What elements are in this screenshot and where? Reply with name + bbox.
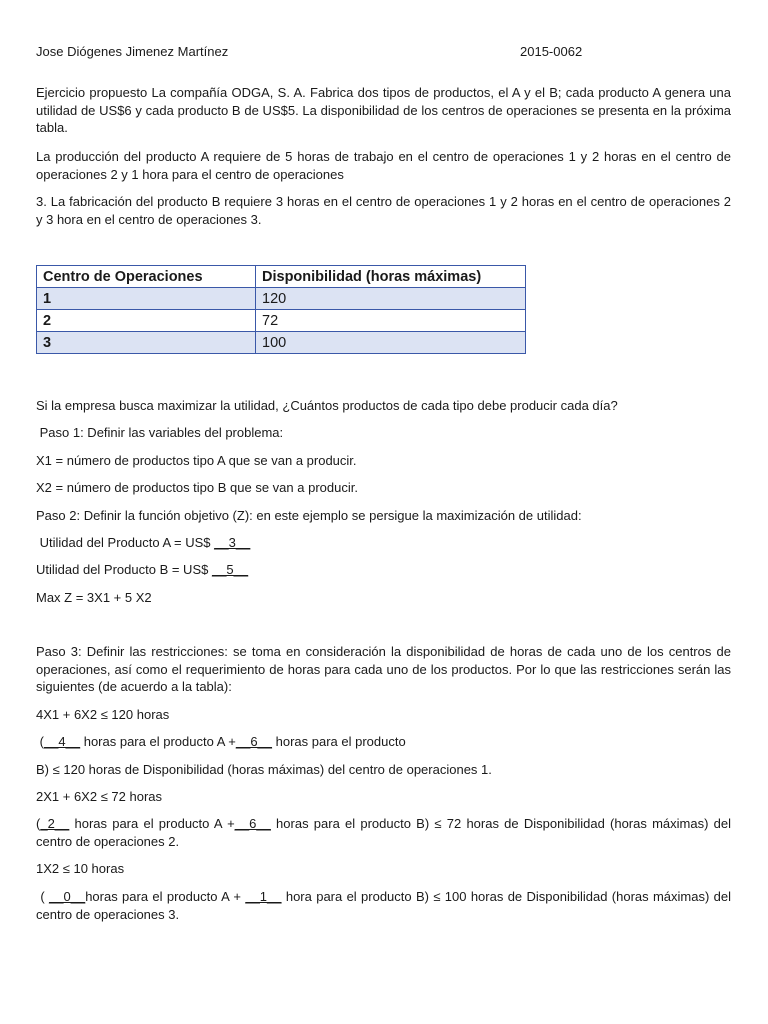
restriction-1-value-a: __4__: [43, 734, 81, 749]
table-cell-centro: 3: [37, 332, 256, 354]
restriction-1-value-b: __6__: [235, 734, 273, 749]
restriction-3-detail: ( __0__horas para el producto A + __1__ hora para el producto B) ≤ 100 horas de Disponibilidad (horas máximas) del centro de operaciones 3.: [36, 889, 732, 922]
restriction-2-equation: 2X1 + 6X2 ≤ 72 horas: [36, 789, 163, 804]
restriction-2-value-b: __6__: [234, 816, 271, 831]
restriction-1-detail: (__4__ horas para el producto A +__6__ horas para el producto: [36, 734, 406, 749]
restriction-1-continuation: B) ≤ 120 horas de Disponibilidad (horas máximas) del centro de operaciones 1.: [36, 762, 492, 777]
restriction-3-equation: 1X2 ≤ 10 horas: [36, 861, 125, 876]
intro-paragraph-3: 3. La fabricación del producto B requiere 3 horas en el centro de operaciones 1 y 2 horas en el centro de operaciones 2 y 3 hora en el centro de operaciones 3.: [36, 194, 731, 227]
intro-paragraph-2: La producción del producto A requiere de 5 horas de trabajo en el centro de operaciones 1 y 2 horas en el centro de operaciones 2 y 1 hora para el centro de operaciones: [36, 149, 731, 182]
utilidad-b-line: [36, 561, 731, 579]
paso3-paragraph: Paso 3: Definir las restricciones: se toma en consideración la disponibilidad de horas de cada uno de los centros de operaciones, así como el requerimiento de horas para cada uno de los productos. Por lo que las restricciones serán las siguientes (de acuerdo a la tabla):: [36, 644, 731, 694]
document-header: [36, 44, 731, 62]
table-header-row: [37, 266, 526, 288]
objective-function: Max Z = 3X1 + 5 X2: [36, 590, 152, 605]
student-id: 2015-0062: [520, 44, 583, 59]
restriction-1-equation: 4X1 + 6X2 ≤ 120 horas: [36, 707, 170, 722]
variable-x2: X2 = número de productos tipo B que se van a producir.: [36, 480, 358, 495]
utilidad-a-value: __3__: [214, 535, 251, 550]
table-cell-horas: 120: [256, 288, 526, 310]
intro-paragraph-1: Ejercicio propuesto La compañía ODGA, S. A. Fabrica dos tipos de productos, el A y el B; cada producto A genera una utilidad de US$6 y cada producto B de US$5. La disponibilidad de los centros de operaciones se presenta en la próxima tabla.: [36, 85, 731, 135]
table-row: [37, 310, 526, 332]
table-header-disponibilidad: Disponibilidad (horas máximas): [256, 266, 526, 288]
table-cell-centro: 2: [37, 310, 256, 332]
table-cell-horas: 72: [256, 310, 526, 332]
restriction-2-value-a: _2__: [40, 816, 70, 831]
restriction-3-value-a: __0__: [49, 889, 86, 904]
restriction-2-detail: (_2__ horas para el producto A +__6__ horas para el producto B) ≤ 72 horas de Disponibilidad (horas máximas) del centro de operaciones 2.: [36, 816, 731, 849]
table-cell-horas: 100: [256, 332, 526, 354]
utilidad-a-line: [36, 534, 731, 552]
variable-x1: X1 = número de productos tipo A que se van a producir.: [36, 453, 357, 468]
table-row: [37, 332, 526, 354]
table-cell-centro: 1: [37, 288, 256, 310]
paso2-heading: Paso 2: Definir la función objetivo (Z): en este ejemplo se persigue la maximización de utilidad:: [36, 508, 582, 523]
table-header-centro: Centro de Operaciones: [37, 266, 256, 288]
utilidad-a-label: Utilidad del Producto A = US$: [36, 535, 215, 550]
paso1-heading: Paso 1: Definir las variables del problema:: [36, 425, 284, 440]
utilidad-b-value: __5__: [211, 562, 249, 577]
restriction-3-value-b: __1__: [245, 889, 282, 904]
question-text: Si la empresa busca maximizar la utilidad, ¿Cuántos productos de cada tipo debe producir cada día?: [36, 398, 618, 413]
table-row: [37, 288, 526, 310]
utilidad-b-label: Utilidad del Producto B = US$: [36, 562, 212, 577]
operations-table: [36, 265, 526, 354]
author-name: Jose Diógenes Jimenez Martínez: [36, 44, 229, 59]
